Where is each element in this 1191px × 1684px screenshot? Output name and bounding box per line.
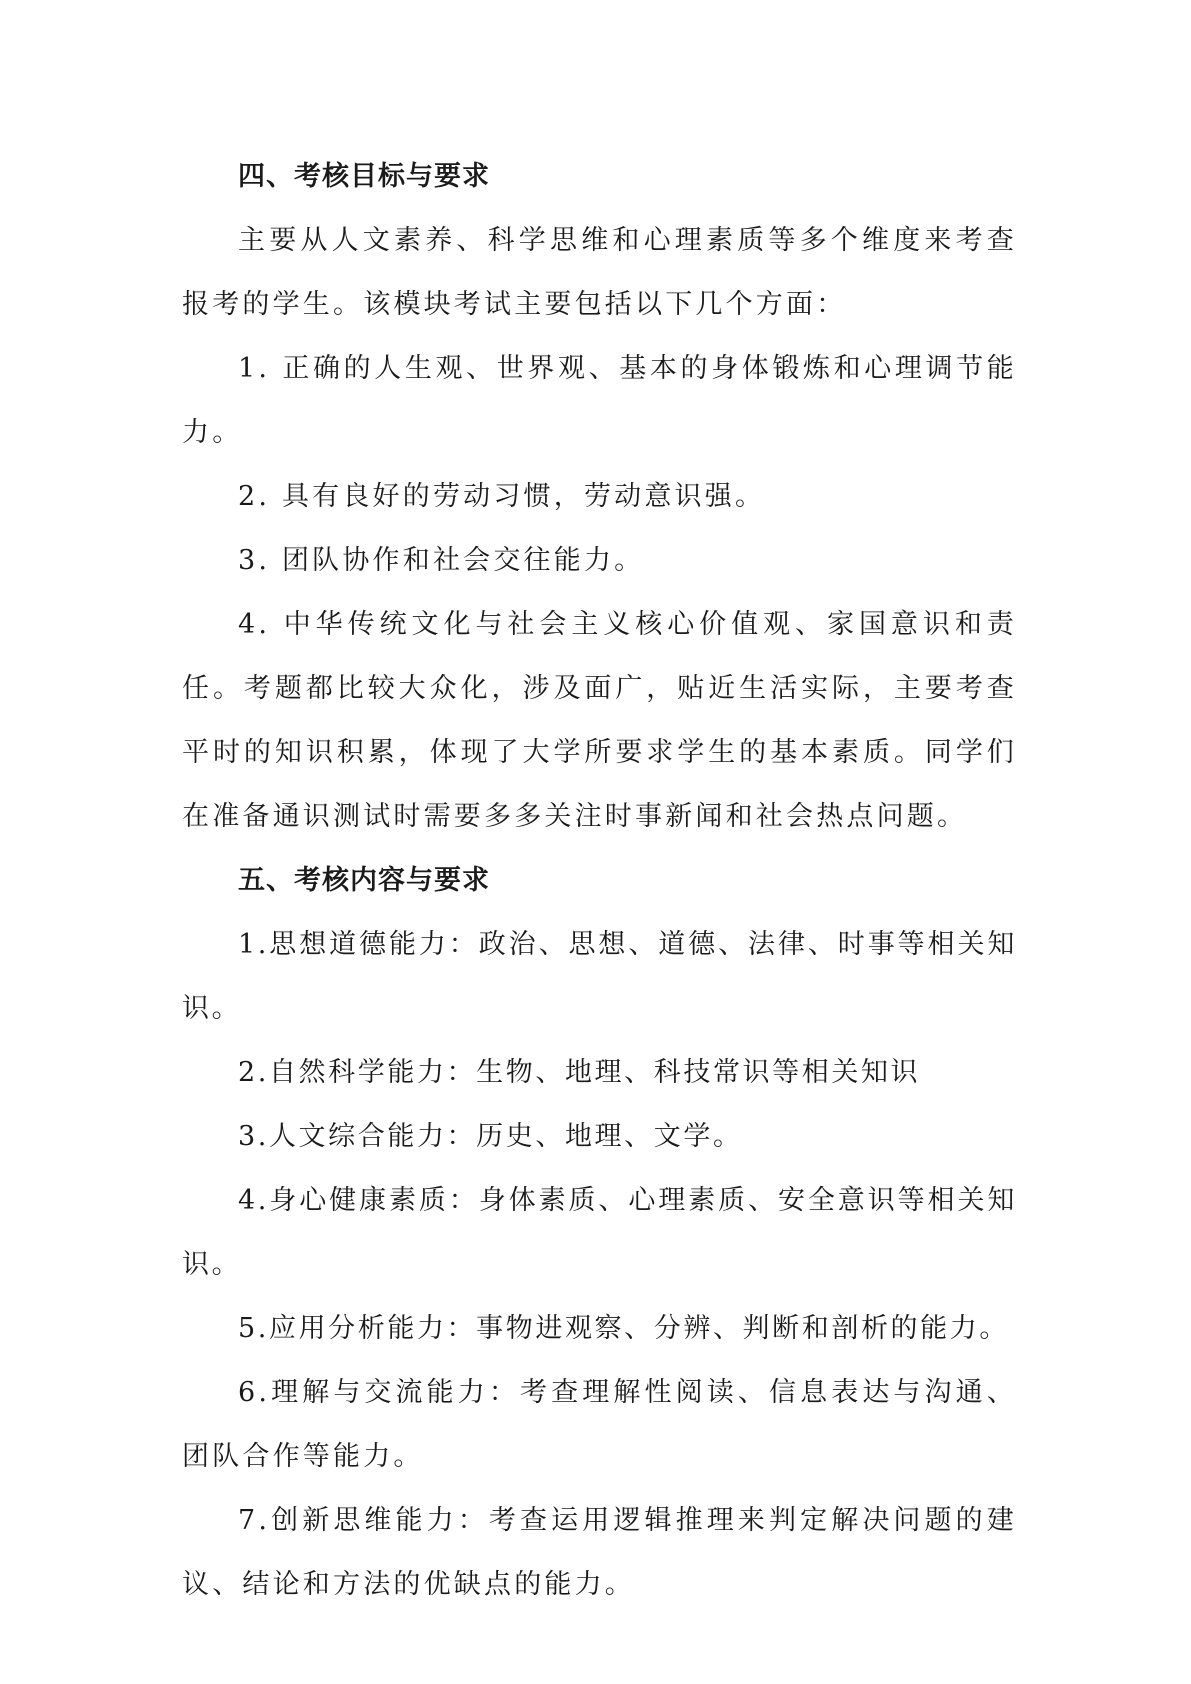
section-4-item-4: 4. 中华传统文化与社会主义核心价值观、家国意识和责任。考题都比较大众化，涉及面广，贴近生活实际，主要考查平时的知识积累，体现了大学所要求学生的基本素质。同学们在准备通识测试时需要多多关注时事新闻和社会热点问题。: [182, 609, 1017, 832]
section-5-item-5: 5.应用分析能力：事物进观察、分辨、判断和剖析的能力。: [238, 1313, 1009, 1344]
section-4-item-1: 1. 正确的人生观、世界观、基本的身体锻炼和心理调节能力。: [182, 353, 1017, 448]
section-5-item-4: 4.身心健康素质：身体素质、心理素质、安全意识等相关知识。: [182, 1185, 1017, 1280]
section-4-item-3: 3. 团队协作和社会交往能力。: [238, 545, 645, 576]
document-body: [182, 145, 1017, 1617]
section-5-item-7: 7.创新思维能力：考查运用逻辑推理来判定解决问题的建议、结论和方法的优缺点的能力。: [182, 1505, 1017, 1600]
section-5-heading: 五、考核内容与要求: [238, 865, 490, 896]
section-5-item-2: 2.自然科学能力：生物、地理、科技常识等相关知识: [238, 1057, 921, 1088]
section-4-item-2: 2. 具有良好的劳动习惯，劳动意识强。: [238, 481, 766, 512]
section-5-item-3: 3.人文综合能力：历史、地理、文学。: [238, 1121, 743, 1152]
section-5-item-1: 1.思想道德能力：政治、思想、道德、法律、时事等相关知识。: [182, 929, 1017, 1024]
section-5-item-6: 6.理解与交流能力：考查理解性阅读、信息表达与沟通、团队合作等能力。: [182, 1377, 1017, 1472]
section-4-heading: 四、考核目标与要求: [238, 161, 490, 192]
section-4-intro-paragraph: 主要从人文素养、科学思维和心理素质等多个维度来考查报考的学生。该模块考试主要包括以下几个方面：: [182, 225, 1017, 320]
